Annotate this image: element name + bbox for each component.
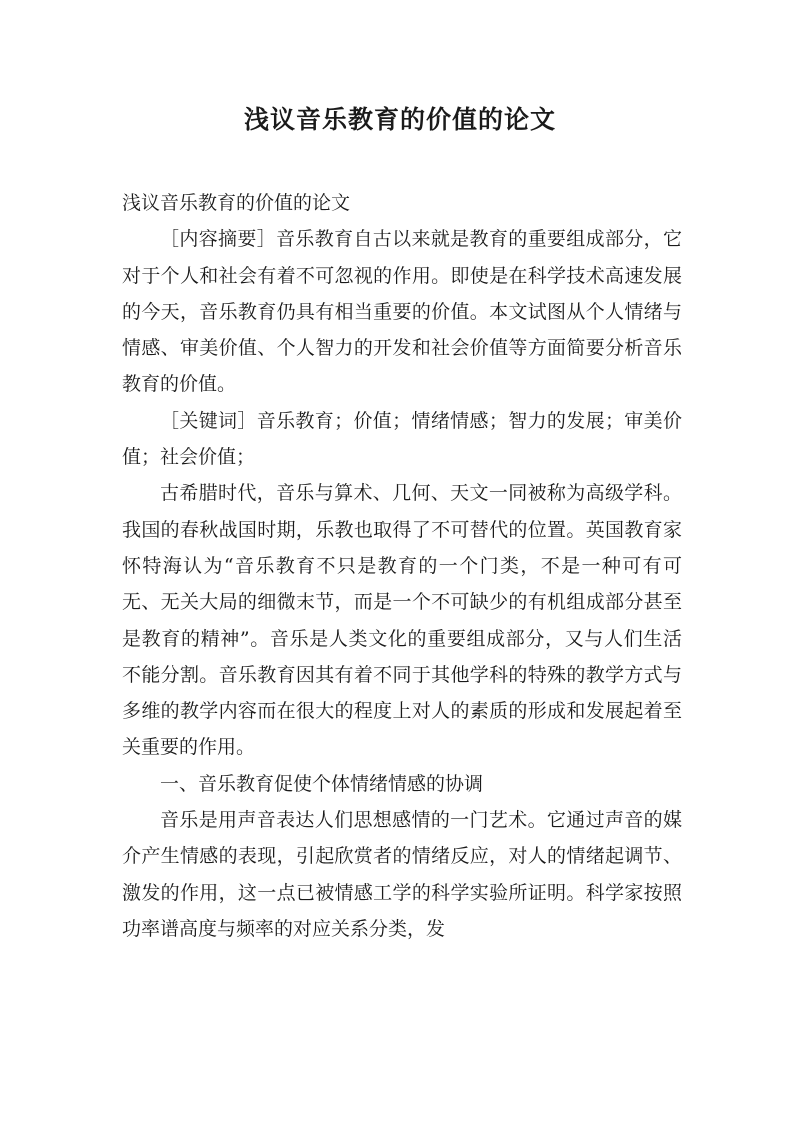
document-title: 浅议音乐教育的价值的论文	[243, 105, 556, 134]
body-paragraph-1: 古希腊时代，音乐与算术、几何、天文一同被称为高级学科。我国的春秋战国时期，乐教也取得了不可替代的位置。英国教育家怀特海认为“音乐教育不只是教育的一个门类，不是一种可有可无、无关大局的细微末节，而是一个不可缺少的有机组成部分甚至是教育的精神”。音乐是人类文化的重要组成部分，又与人们生活不能分割。音乐教育因其有着不同于其他学科的特殊的教学方式与多维的教学内容而在很大的程度上对人的素质的形成和发展起着至关重要的作用。	[122, 482, 682, 759]
document-body	[122, 185, 682, 947]
keywords-paragraph: ［关键词］音乐教育；价值；情绪情感；智力的发展；审美价值；社会价值；	[122, 409, 682, 469]
abstract-paragraph: ［内容摘要］音乐教育自古以来就是教育的重要组成部分，它对于个人和社会有着不可忽视的作用。即使是在科学技术高速发展的今天，音乐教育仍具有相当重要的价值。本文试图从个人情绪与情感、审美价值、个人智力的开发和社会价值等方面简要分析音乐教育的价值。	[122, 228, 682, 396]
body-paragraph-2: 音乐是用声音表达人们思想感情的一门艺术。它通过声音的媒介产生情感的表现，引起欣赏者的情绪反应，对人的情绪起调节、激发的作用，这一点已被情感工学的科学实验所证明。科学家按照功率谱高度与频率的对应关系分类，发	[122, 809, 682, 940]
section-heading-1: 一、音乐教育促使个体情绪情感的协调	[160, 772, 484, 795]
document-subtitle: 浅议音乐教育的价值的论文	[122, 192, 351, 214]
